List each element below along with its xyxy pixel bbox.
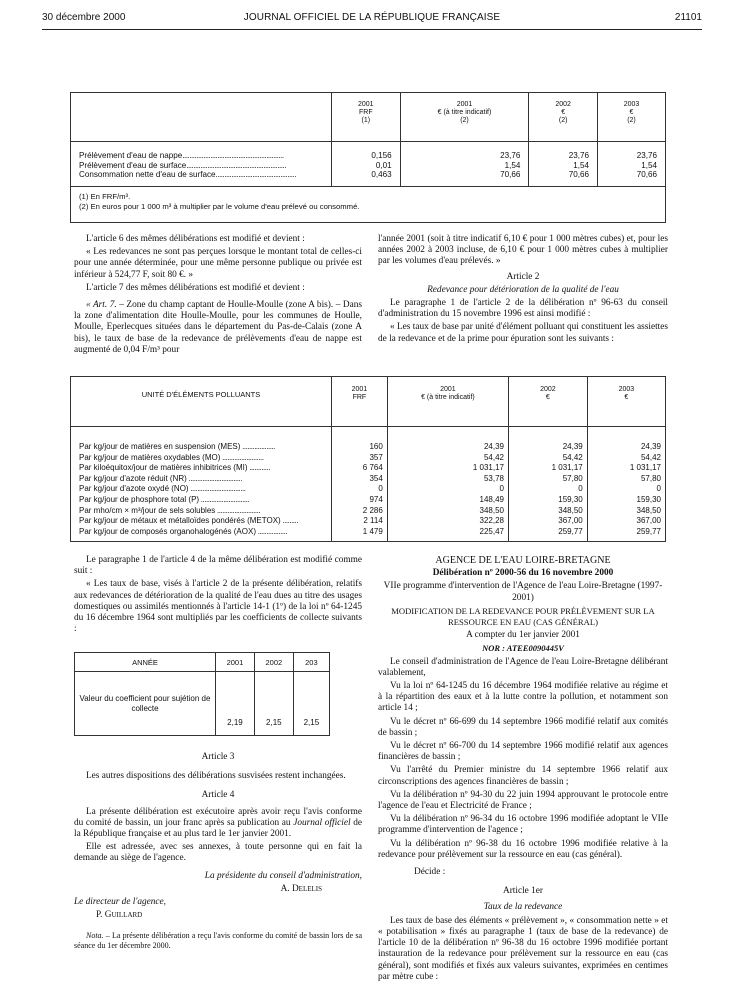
table-row [71,506,665,517]
right-column-text-2 [378,555,668,985]
deliberation-title: Délibération nº 2000-56 du 16 novembre 2000 [432,568,614,579]
article-heading: Article 4 [201,790,235,801]
paragraph: Vu le décret nº 66-700 du 14 septembre 1966 modifié relatif aux agences financières de bassin ; [378,741,668,763]
rate-value: 159,30 [509,495,588,506]
agency-heading: AGENCE DE L'EAU LOIRE-BRETAGNE [435,555,611,566]
paragraph: L'article 6 des mêmes délibérations est modifié et devient : [86,234,305,244]
rate-value: 54,42 [587,453,665,464]
signature-name: A. Delelis [280,883,322,894]
table-row [71,495,665,506]
rate-value: 53,78 [387,474,508,485]
rate-value: 6 764 [332,463,388,474]
paragraph: « Les taux de base par unité d'élément polluant qui constituent les assiettes de la redevance et de la prime pour épuration sont les suivants : [378,322,668,344]
paragraph: « Les redevances ne sont pas perçues lorsque le montant total de celles-ci pour une année déterminée, pour une même personne publique ou privée est inférieur à 524,77 F, soit 80 €. » [74,247,362,280]
paragraph: L'article 7 des mêmes délibérations est modifié et devient : [86,282,305,293]
rate-value: 148,49 [387,495,508,506]
table-header: 2002 € (2) [529,93,598,142]
rate-value: 24,39 [509,427,588,453]
paragraph: La présente délibération est exécutoire après avoir reçu l'avis conforme du comité de bassin, un jour franc après sa publication au Journal officiel de la République française et au plus tard le 1er janvier 2001. [74,806,362,840]
table-header-blank [71,93,332,142]
paragraph: l'année 2001 (soit à titre indicatif 6,10 € pour 1 000 mètres cubes) et, pour les années 2002 à 2003 incluse, de 6,10 € pour 1 000 mètres cubes à multiplier par les volumes d'eau prélevés. » [378,234,668,267]
pollutant-unit-label: Par kg/jour de métaux et métalloïdes pondérés (METOX) ......... [79,516,298,526]
rate-value: 0 [587,484,665,495]
effective-date: A compter du 1er janvier 2001 [466,630,580,641]
paragraph: Vu la délibération nº 94-30 du 22 juin 1994 approuvant le protocole entre l'agence de l'eau et Electricité de France ; [378,789,668,812]
nota-note: Nota. – La présente délibération a reçu l'avis conforme du comité de bassin lors de sa séance du 1er décembre 2000. [74,931,362,951]
table-header: 2001 € (à titre indicatif) (2) [400,93,529,142]
rate-value: 0 [509,484,588,495]
rate-value: 348,50 [587,506,665,517]
rate-value: 1 031,17 [387,463,508,474]
article-heading: Article 3 [201,752,235,762]
paragraph: Le paragraphe 1 de l'article 2 de la délibération nº 96-63 du conseil d'administration du 15 novembre 1996 est ainsi modifié : [378,298,668,320]
table-row [71,516,665,527]
paragraph: Le paragraphe 1 de l'article 4 de la même délibération est modifié comme suit : [74,555,362,577]
paragraph: Les taux de base des éléments « prélèvement », « consommation nette » et « potabilisation » fixés au paragraphe 1 (taux de base de la redevance) de l'article 10 de la délibération nº 96-38 du 16 octobre 1996 modifiée portant instauration de la redevance pour prélèvement sur la ressource en eau (cas général), sont modifiés et fixés aux valeurs suivantes, exprimées en centimes par mètre cube : [378,915,668,982]
rate-value: 367,00 [509,516,588,527]
article-heading: Article 2 [506,271,540,282]
table-header: 2003 € (2) [597,93,665,142]
table-header: 2001 FRF (1) [332,93,401,142]
table-header: 2003 € [587,377,665,427]
rate-value: 57,80 [509,474,588,485]
rate-value: 57,80 [587,474,665,485]
table-row [71,527,665,542]
table-header: 2001 [216,653,255,672]
rate-value: 357 [332,453,388,464]
left-column-text-2 [74,555,362,637]
rate-value: 24,39 [587,427,665,453]
table-header: 2002 [254,653,293,672]
paragraph: Le conseil d'administration de l'Agence de l'eau Loire-Bretagne délibérant valablement, [378,656,668,678]
rate-value: 974 [332,495,388,506]
article-subtitle: Taux de la redevance [483,902,563,913]
rate-value: 259,77 [587,527,665,542]
rate-value: 348,50 [387,506,508,517]
table-header: 2001 € (à titre indicatif) [387,377,508,427]
signature-title: Le directeur de l'agence, [74,897,166,908]
rate-value: 1 031,17 [509,463,588,474]
rate-value: 0 [387,484,508,495]
rate-value: 54,42 [387,453,508,464]
rate-value: 1 031,17 [587,463,665,474]
rate-value: 259,77 [509,527,588,542]
pollutant-unit-label: Par kiloéquitox/jour de matières inhibitrices (MI) ............ [79,463,270,473]
nor-reference: NOR : ATEE0090445V [482,643,564,654]
pollutant-unit-label: Par kg/jour de matières en suspension (MES) ................... [79,442,275,451]
rate-value: 348,50 [509,506,588,517]
header-journal-title: JOURNAL OFFICIEL DE LA RÉPUBLIQUE FRANÇAISE [243,12,501,23]
table-row [71,453,665,464]
pollutant-unit-label: Par kg/jour de phosphore total (P) ............................ [79,494,250,504]
table-row [71,427,665,453]
paragraph: Les autres dispositions des délibérations susvisées restent inchangées. [86,771,346,782]
rate-value: 2 286 [332,506,388,517]
modification-title: MODIFICATION DE LA REDEVANCE POUR PRÉLÈVEMENT SUR LA RESSOURCE EN EAU (CAS GÉNÉRAL) [391,605,655,628]
paragraph: Vu le décret nº 66-699 du 14 septembre 1966 modifié relatif aux comités de bassin ; [378,716,668,738]
table-row: Prélèvement d'eau de nappe.......................................................... 0,156 23,76 23,76 23,76 [71,142,665,161]
pollutant-unit-label: Par kg/jour d'azote oxydé (NO) ................................ [79,484,246,494]
table-header: UNITÉ D'ÉLÉMENTS POLLUANTS [71,377,332,427]
paragraph: Vu la délibération nº 96-34 du 16 octobre 1996 modifiée adoptant le VIIe programme d'intervention de l'agence ; [378,814,668,836]
rate-value: 2 114 [332,516,388,527]
article-subtitle: Redevance pour détérioration de la qualité de l'eau [427,284,619,295]
header-date: 30 décembre 2000 [42,12,126,23]
paragraph: « Les taux de base, visés à l'article 2 de la présente délibération, relatifs aux redevances de détérioration de la qualité de l'eau dues au titre des usages domestiques ou assimilés mentionnés à l'article 14-1 (1º) de la loi nº 64-1245 du 16 décembre 1964 sont multipliés par les coefficients de collecte suivants : [74,579,362,635]
paragraph: « Art. 7. – Zone du champ captant de Houlle-Moulle (zone A bis). – Dans la zone d'alimentation dite Houlle-Moulle, pour les communes de Houlle, Moulle, Eperlecques situées dans le département du Pas-de-Calais (zone A bis), le taux de base de la redevance de prélèvements d'eau de nappe est augmenté de 0,04 F/m³ pour [74,300,362,355]
article-heading: Article 1er [502,886,543,897]
table-pollutant-rates [70,376,666,542]
rate-value: 354 [332,474,388,485]
rate-value: 322,28 [387,516,508,527]
pollutant-unit-label: Par mho/cm × m³/jour de sels solubles ......................... [79,505,261,515]
table-header: ANNÉE [75,653,216,672]
header-page-number: 21101 [674,12,702,23]
left-column-text-1 [74,234,362,358]
table-row: Prélèvement d'eau de surface......................................................... 0,01 1,54 1,54 1,54 [71,161,665,171]
table-header: 2002 € [509,377,588,427]
table-row [71,474,665,485]
paragraph: Vu la loi nº 64-1245 du 16 décembre 1964 modifiée relative au régime et à la répartition des eaux et à la lutte contre la pollution, et notamment son article 14 ; [378,681,668,714]
paragraph: Elle est adressée, avec ses annexes, à toute personne qui en fait la demande au siège de l'agence. [74,842,362,864]
table-water-withdrawal [70,92,666,223]
pollutant-unit-label: Par kg/jour de matières oxydables (MO) ........................ [79,452,264,462]
right-column-text-1 [378,234,668,347]
table-row: Consommation nette d'eau de surface.............................................. 0,463 70,66 70,66 70,66 [71,170,665,186]
table-collection-coefficient [74,652,330,736]
table-notes: (1) En FRF/m³. (2) En euros pour 1 000 m³ à multiplier par le volume d'eau prélevé ou consommé. [71,186,665,222]
rate-value: 0 [332,484,388,495]
paragraph: Vu la délibération nº 96-38 du 16 octobre 1996 modifiée relative à la redevance pour prélèvement sur la ressource en eau (cas général). [378,838,668,860]
rate-value: 24,39 [387,427,508,453]
rate-value: 225,47 [387,527,508,542]
table-header: 203 [293,653,329,672]
pollutant-unit-label: Par kg/jour d'azote réduit (NR) ............................... [79,473,242,483]
header-rule [42,29,702,30]
rate-value: 159,30 [587,495,665,506]
table-header: 2001 FRF [332,377,388,427]
programme-title: VIIe programme d'intervention de l'Agence de l'eau Loire-Bretagne (1997-2001) [383,581,663,603]
rate-value: 160 [332,427,388,453]
table-row [71,463,665,474]
table-row [71,484,665,495]
rate-value: 1 479 [332,527,388,542]
pollutant-unit-label: Par kg/jour de composés organohalogénés (AOX) ................. [79,526,288,536]
signature-name: P. Guillard [96,910,143,921]
left-column-text-3 [74,752,362,953]
decision-heading: Décide : [414,867,446,878]
rate-value: 54,42 [509,453,588,464]
rate-value: 367,00 [587,516,665,527]
page-header [42,12,702,28]
paragraph: Vu l'arrêté du Premier ministre du 14 septembre 1966 relatif aux circonscriptions des agences financières de bassin ; [378,765,668,787]
table-row: Valeur du coefficient pour sujétion de collecte 2,19 2,15 2,15 [75,672,329,736]
signature-title: La présidente du conseil d'administration, [204,870,362,881]
